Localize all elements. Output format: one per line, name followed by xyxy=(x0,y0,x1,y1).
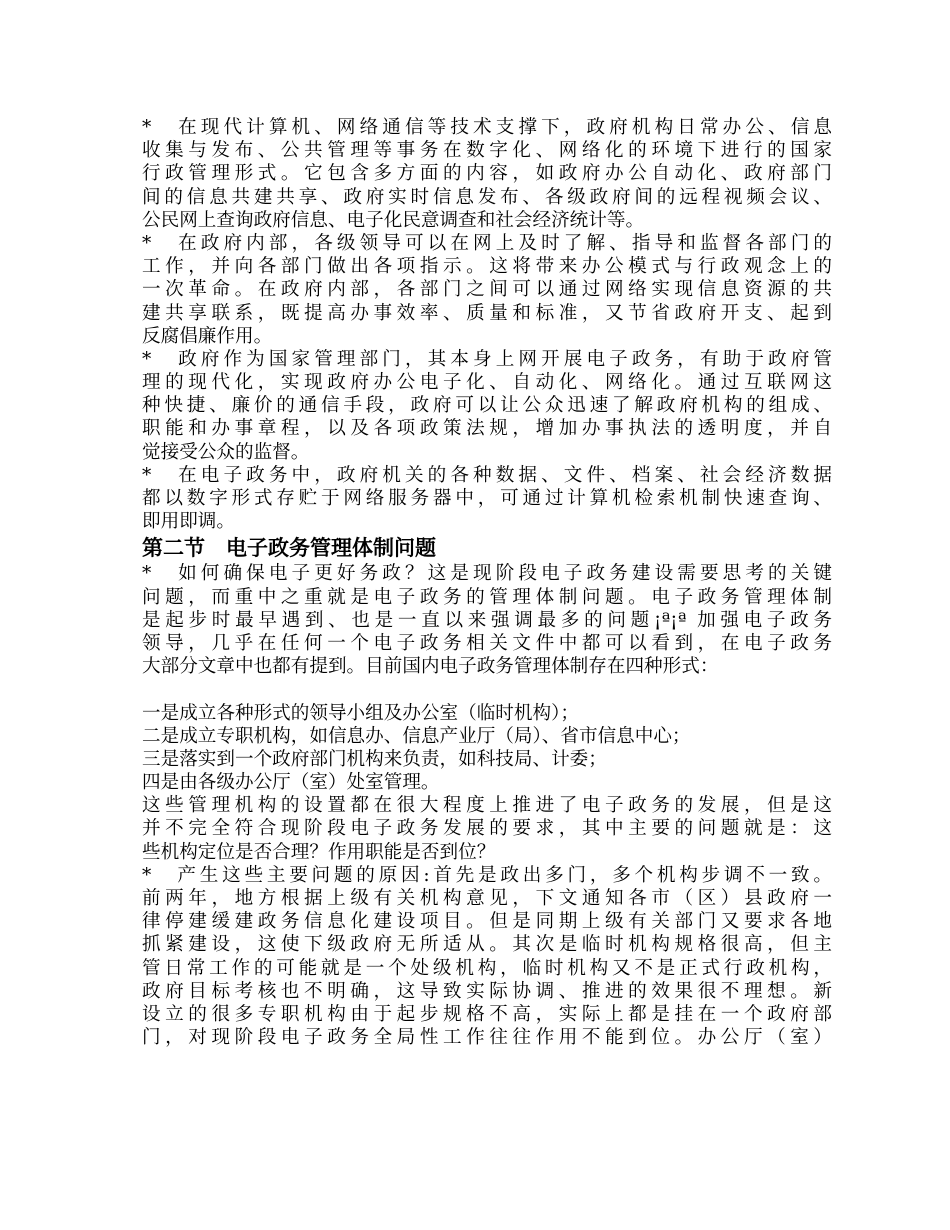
paragraph-6 xyxy=(142,794,832,864)
text-line: 反腐倡廉作用。 xyxy=(142,325,273,347)
text-line: 这些管理机构的设置都在很大程度上推进了电子政务的发展，但是这 xyxy=(142,795,832,817)
text-line: 律停建缓建政务信息化建设项目。但是同期上级有关部门又要求各地 xyxy=(142,911,832,933)
list-item: 二是成立专职机构，如信息办、信息产业厅（局）、省市信息中心； xyxy=(142,725,691,747)
text-line: 问题，而重中之重就是电子政务的管理体制问题。电子政务管理体制 xyxy=(142,586,832,608)
forms-list xyxy=(142,702,832,795)
text-line: 是起步时最早遇到、也是一直以来强调最多的问题¡ª¡ª 加强电子政务 xyxy=(142,609,832,631)
text-line: 管日常工作的可能就是一个处级机构，临时机构又不是正式行政机构， xyxy=(142,957,832,979)
document-page xyxy=(142,116,832,1049)
text-line: * 如何确保电子更好务政？这是现阶段电子政务建设需要思考的关键 xyxy=(142,563,832,585)
text-line: 前两年，地方根据上级有关机构意见，下文通知各市（区）县政府一 xyxy=(142,888,832,909)
paragraph-7 xyxy=(142,864,832,1050)
text-line: 门，对现阶段电子政务全局性工作往往作用不能到位。办公厅（室） xyxy=(142,1027,832,1049)
text-line: 一次革命。在政府内部，各部门之间可以通过网络实现信息资源的共 xyxy=(142,279,832,301)
text-line: 领导，几乎在任何一个电子政务相关文件中都可以看到，在电子政务 xyxy=(142,632,832,654)
text-line: * 政府作为国家管理部门，其本身上网开展电子政务，有助于政府管 xyxy=(142,348,832,370)
paragraph-2 xyxy=(142,232,832,348)
paragraph-5 xyxy=(142,562,832,678)
paragraph-1 xyxy=(142,116,832,232)
text-line: * 产生这些主要问题的原因:首先是政出多门，多个机构步调不一致。 xyxy=(142,864,832,886)
text-line: 设立的很多专职机构由于起步规格不高，实际上都是挂在一个政府部 xyxy=(142,1003,832,1025)
section-heading: 第二节 电子政务管理体制问题 xyxy=(142,536,436,561)
text-line: * 在电子政务中，政府机关的各种数据、文件、档案、社会经济数据 xyxy=(142,464,832,486)
text-line: 即用即调。 xyxy=(142,511,235,533)
text-line: 种快捷、廉价的通信手段，政府可以让公众迅速了解政府机构的组成、 xyxy=(142,395,832,417)
text-line: 间的信息共建共享、政府实时信息发布、各级政府间的远程视频会议、 xyxy=(142,186,832,208)
text-line: 抓紧建设，这使下级政府无所适从。其次是临时机构规格很高，但主 xyxy=(142,934,832,956)
blank-line xyxy=(142,678,832,701)
list-item: 三是落实到一个政府部门机构来负责，如科技局、计委； xyxy=(142,748,607,770)
text-line: 收集与发布、公共管理等事务在数字化、网络化的环境下进行的国家 xyxy=(142,140,832,162)
text-line: 理的现代化，实现政府办公电子化、自动化、网络化。通过互联网这 xyxy=(142,372,832,394)
list-item: 四是由各级办公厅（室）处室管理。 xyxy=(142,772,440,794)
text-line: 职能和办事章程，以及各项政策法规，增加办事执法的透明度，并自 xyxy=(142,418,832,440)
list-item: 一是成立各种形式的领导小组及办公室（临时机构）； xyxy=(142,702,579,724)
text-line: 些机构定位是否合理？作用职能是否到位？ xyxy=(142,841,496,863)
text-line: 政府目标考核也不明确，这导致实际协调、推进的效果很不理想。新 xyxy=(142,980,832,1002)
paragraph-3 xyxy=(142,348,832,464)
text-line: 工作，并向各部门做出各项指示。这将带来办公模式与行政观念上的 xyxy=(142,256,832,278)
paragraph-4 xyxy=(142,464,832,534)
text-line: 行政管理形式。它包含多方面的内容，如政府办公自动化、政府部门 xyxy=(142,163,832,185)
text-line: 觉接受公众的监督。 xyxy=(142,441,310,463)
text-line: 大部分文章中也都有提到。目前国内电子政务管理体制存在四种形式： xyxy=(142,656,719,678)
text-line: * 在现代计算机、网络通信等技术支撑下，政府机构日常办公、信息 xyxy=(142,117,832,138)
text-line: 并不完全符合现阶段电子政务发展的要求，其中主要的问题就是：这 xyxy=(142,818,832,840)
text-line: * 在政府内部，各级领导可以在网上及时了解、指导和监督各部门的 xyxy=(142,232,832,254)
text-line: 建共享联系，既提高办事效率、质量和标准，又节省政府开支、起到 xyxy=(142,302,832,324)
text-line: 公民网上查询政府信息、电子化民意调查和社会经济统计等。 xyxy=(142,209,645,231)
text-line: 都以数字形式存贮于网络服务器中，可通过计算机检索机制快速查询、 xyxy=(142,488,832,509)
